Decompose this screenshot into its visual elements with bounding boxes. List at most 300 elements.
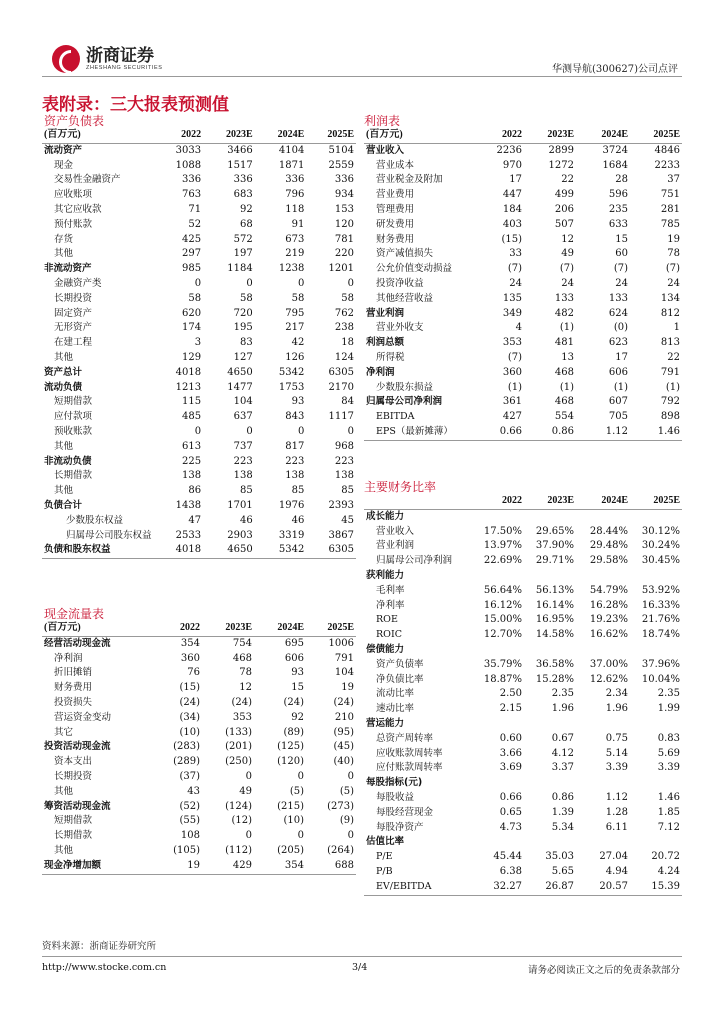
value-cell: 812 (660, 307, 680, 319)
table-row (42, 785, 356, 800)
value-cell: 554 (554, 411, 574, 423)
table-row (364, 850, 682, 865)
value-cell: 4.24 (657, 865, 680, 877)
column-header: 2024E (601, 129, 628, 140)
value-cell: 1.12 (605, 791, 628, 803)
value-cell (576, 717, 630, 732)
row-label: 负债和股东权益 (44, 544, 111, 556)
table-row (42, 395, 356, 410)
row-label: 偿债能力 (366, 643, 405, 655)
value-cell: 4018 (175, 366, 202, 378)
value-cell: 1.46 (657, 425, 680, 437)
value-cell: 360 (502, 366, 522, 378)
report-tag: 华测导航(300627)公司点评 (552, 64, 678, 75)
value-cell: 220 (334, 248, 354, 260)
value-cell: 898 (660, 411, 680, 423)
value-cell: 3.69 (499, 762, 522, 774)
value-cell: 705 (608, 411, 628, 423)
value-cell: 20.57 (599, 880, 628, 892)
row-label: 其他 (54, 248, 74, 260)
value-cell (474, 569, 524, 584)
value-cell: 468 (232, 652, 252, 664)
value-cell: 354 (284, 859, 304, 871)
table-row (364, 673, 682, 688)
value-cell (630, 509, 682, 524)
value-cell: 0 (297, 277, 305, 289)
table-row (42, 696, 356, 711)
row-label: 投资损失 (54, 696, 93, 708)
value-cell: 19 (341, 682, 354, 694)
value-cell: 92 (239, 203, 253, 215)
table-row (364, 835, 682, 850)
value-cell: 13 (561, 351, 574, 363)
logo-icon (52, 45, 80, 73)
row-label: 现金净增加额 (44, 859, 102, 871)
value-cell: 791 (334, 652, 354, 664)
value-cell: 0.83 (657, 732, 680, 744)
value-cell: 1976 (278, 499, 305, 511)
value-cell: (10) (283, 815, 304, 827)
value-cell: 85 (341, 485, 354, 497)
value-cell: 15 (291, 682, 304, 694)
value-cell: (124) (225, 800, 252, 812)
row-label: 净负债比率 (376, 673, 424, 685)
column-header: 2023E (547, 495, 574, 506)
value-cell: 17 (615, 351, 628, 363)
column-header: 2024E (601, 495, 628, 506)
value-cell: 223 (334, 455, 354, 467)
value-cell: 297 (182, 248, 202, 260)
value-cell (474, 835, 524, 850)
source-note: 资料来源：浙商证券研究所 (42, 941, 157, 952)
table-row (42, 529, 356, 544)
value-cell: 2233 (654, 159, 680, 171)
row-label: EPS（最新摊薄） (376, 425, 453, 437)
table-row (364, 410, 682, 425)
value-cell: 1517 (227, 159, 253, 171)
value-cell: 3319 (278, 529, 305, 541)
value-cell: 14.58% (535, 629, 574, 641)
table-row (42, 159, 356, 174)
value-cell: 16.12% (483, 599, 522, 611)
table-row (364, 277, 682, 292)
table-row (364, 336, 682, 351)
value-cell: 0.66 (499, 791, 522, 803)
cash-flow-title: 现金流量表 (44, 607, 105, 621)
table-row (42, 381, 356, 396)
value-cell: 2.35 (657, 688, 680, 700)
row-label: 其他 (54, 440, 74, 452)
row-label: 投资净收益 (376, 277, 424, 289)
row-label: EV/EBITDA (376, 880, 432, 892)
table-row (42, 469, 356, 484)
column-header: 2025E (653, 129, 680, 140)
value-cell: 12.70% (483, 629, 522, 641)
ratios-title: 主要财务比率 (364, 480, 437, 494)
value-cell: 29.58% (589, 555, 628, 567)
value-cell: (9) (339, 815, 354, 827)
value-cell: 120 (334, 218, 354, 230)
value-cell: 12 (239, 682, 252, 694)
value-cell: 2559 (328, 159, 354, 171)
value-cell: 12 (561, 233, 574, 245)
table-row (42, 218, 356, 233)
table-row (364, 776, 682, 791)
column-header: 2025E (327, 129, 354, 140)
row-label: 其他经营收益 (376, 292, 434, 304)
value-cell: 2.34 (605, 688, 628, 700)
value-cell: 27.04 (599, 851, 628, 863)
value-cell: 58 (188, 292, 202, 304)
value-cell: (7) (665, 263, 680, 275)
value-cell: 84 (341, 396, 354, 408)
table-row (364, 658, 682, 673)
value-cell: (1) (665, 381, 680, 393)
row-label: 公允价值变动损益 (376, 263, 453, 275)
table-row (42, 499, 356, 514)
row-label: 应付款项 (54, 411, 93, 423)
value-cell: 138 (233, 470, 253, 482)
value-cell: 33 (509, 248, 522, 260)
value-cell: 217 (285, 322, 305, 334)
value-cell: (95) (333, 726, 354, 738)
value-cell: 6305 (328, 366, 354, 378)
value-cell (576, 569, 630, 584)
row-label: 流动资产 (44, 144, 83, 156)
value-cell: 5342 (278, 544, 305, 556)
value-cell: (24) (333, 696, 354, 708)
table-row (364, 262, 682, 277)
value-cell: 0 (245, 770, 252, 782)
value-cell: 133 (554, 292, 574, 304)
value-cell: 1.12 (605, 425, 628, 437)
row-label: 折旧摊销 (54, 667, 93, 679)
ratios-table (364, 494, 682, 896)
value-cell: 35.79% (483, 658, 522, 670)
row-label: 营业收入 (376, 525, 415, 537)
value-cell: 0 (347, 425, 354, 437)
footer-disclaimer: 请务必阅读正文之后的免责条款部分 (527, 965, 680, 976)
value-cell: 1238 (278, 263, 305, 275)
value-cell: 138 (334, 470, 354, 482)
value-cell: 91 (291, 218, 305, 230)
value-cell: (125) (277, 741, 304, 753)
value-cell: 124 (334, 351, 354, 363)
value-cell: 0.60 (499, 732, 522, 744)
value-cell: 85 (291, 485, 305, 497)
table-row (42, 336, 356, 351)
value-cell: 20.72 (651, 851, 680, 863)
value-cell: 19 (187, 859, 200, 871)
row-label: 资产总计 (44, 366, 83, 378)
value-cell: 633 (608, 218, 628, 230)
table-row (364, 218, 682, 233)
value-cell: 4650 (227, 544, 253, 556)
row-label: 营运资金变动 (54, 711, 112, 723)
value-cell (630, 717, 682, 732)
table-row (42, 711, 356, 726)
value-cell: 813 (660, 337, 680, 349)
value-cell: 3.37 (551, 762, 574, 774)
value-cell: 210 (334, 711, 354, 723)
value-cell: 0.86 (551, 425, 574, 437)
row-label: 总资产周转率 (376, 732, 434, 744)
row-label: 在建工程 (54, 337, 93, 349)
value-cell: (215) (277, 800, 304, 812)
table-row (364, 233, 682, 248)
table-row (364, 732, 682, 747)
value-cell: 52 (188, 218, 202, 230)
value-cell: 18 (341, 337, 354, 349)
value-cell: 219 (285, 248, 305, 260)
column-header: 2022 (181, 129, 202, 140)
row-label: 流动比率 (376, 688, 415, 700)
table-row (364, 880, 682, 895)
value-cell: 16.95% (535, 614, 574, 626)
value-cell: 104 (334, 667, 354, 679)
value-cell: 78 (239, 667, 252, 679)
value-cell: 468 (554, 366, 574, 378)
value-cell: 43 (187, 785, 200, 797)
value-cell: 673 (285, 233, 305, 245)
row-label: 每股经营现金 (376, 806, 434, 818)
value-cell: 5342 (278, 366, 305, 378)
row-label: 金融资产类 (54, 277, 102, 289)
value-cell: 6305 (328, 544, 354, 556)
table-row (364, 381, 682, 396)
value-cell: 425 (182, 233, 202, 245)
value-cell: 133 (608, 292, 628, 304)
column-header: (百万元) (44, 622, 81, 633)
table-row (42, 543, 356, 558)
row-label: 毛利率 (376, 584, 405, 596)
table-row (364, 395, 682, 410)
value-cell: 29.65% (535, 525, 574, 537)
value-cell (576, 835, 630, 850)
value-cell: (250) (225, 756, 252, 768)
table-row (364, 247, 682, 262)
value-cell: 0 (194, 277, 202, 289)
value-cell: 19 (667, 233, 680, 245)
value-cell: 2.50 (499, 688, 522, 700)
row-label: 财务费用 (54, 682, 93, 694)
row-label: 其他 (54, 485, 74, 497)
row-label: 成长能力 (366, 510, 405, 522)
column-header: 2023E (225, 622, 252, 633)
value-cell (524, 643, 576, 658)
value-cell (524, 835, 576, 850)
value-cell: 353 (502, 337, 522, 349)
table-row (42, 410, 356, 425)
row-label: 每股收益 (376, 791, 415, 803)
value-cell: 93 (291, 667, 304, 679)
value-cell: 5.65 (551, 865, 574, 877)
value-cell: 4104 (278, 144, 305, 156)
value-cell: 153 (334, 203, 354, 215)
value-cell: (45) (333, 741, 354, 753)
value-cell: 1684 (602, 159, 628, 171)
value-cell: 1.96 (551, 703, 574, 715)
value-cell: 6.11 (605, 821, 628, 833)
value-cell: 129 (182, 351, 202, 363)
value-cell: 17 (509, 174, 522, 186)
value-cell: (7) (507, 263, 522, 275)
value-cell: (7) (559, 263, 574, 275)
value-cell: 0 (297, 770, 304, 782)
value-cell: 13.97% (483, 540, 522, 552)
table-row (364, 143, 682, 158)
column-header: 2024E (277, 129, 305, 140)
value-cell: 26.87 (545, 880, 574, 892)
table-row (42, 484, 356, 499)
value-cell: 2170 (328, 381, 354, 393)
value-cell: (289) (173, 756, 200, 768)
table-row (42, 814, 356, 829)
value-cell: 37.90% (535, 540, 574, 552)
value-cell: 47 (188, 514, 202, 526)
value-cell (474, 776, 524, 791)
row-label: 短期借款 (54, 815, 93, 827)
value-cell: 763 (182, 189, 202, 201)
value-cell: 4650 (227, 366, 253, 378)
value-cell: 30.12% (641, 525, 680, 537)
value-cell: 0.67 (551, 732, 574, 744)
value-cell: 3724 (602, 144, 628, 156)
value-cell: 1.28 (605, 806, 628, 818)
row-label: 营业税金及附加 (376, 174, 443, 186)
table-row (42, 233, 356, 248)
table-row (42, 755, 356, 770)
value-cell: (1) (559, 322, 574, 334)
value-cell: 688 (334, 859, 354, 871)
value-cell (474, 643, 524, 658)
row-label: 预收账款 (54, 425, 93, 437)
row-label: 短期借款 (54, 396, 93, 408)
value-cell: (0) (613, 322, 628, 334)
row-label: 研发费用 (376, 218, 415, 230)
value-cell: (1) (559, 381, 574, 393)
table-row (42, 321, 356, 336)
value-cell: 1701 (227, 499, 253, 511)
value-cell: (5) (339, 785, 354, 797)
value-cell: 1.99 (657, 703, 680, 715)
value-cell: 1.85 (657, 806, 680, 818)
value-cell: 1438 (175, 499, 202, 511)
value-cell: 56.64% (483, 584, 522, 596)
table-row (364, 366, 682, 381)
value-cell: 482 (554, 307, 574, 319)
value-cell: 481 (554, 337, 574, 349)
value-cell: 785 (660, 218, 680, 230)
value-cell: 485 (182, 411, 202, 423)
value-cell: (15) (501, 233, 522, 245)
value-cell (630, 569, 682, 584)
row-label: 营业收入 (366, 144, 405, 156)
value-cell: 336 (233, 174, 253, 186)
row-label: 营业外收支 (376, 322, 424, 334)
table-row (364, 687, 682, 702)
value-cell: 3033 (175, 144, 202, 156)
value-cell (630, 835, 682, 850)
value-cell (576, 776, 630, 791)
column-header: 2025E (653, 495, 680, 506)
table-row (42, 455, 356, 470)
table-row (42, 307, 356, 322)
value-cell: (120) (277, 756, 304, 768)
value-cell: (1) (613, 381, 628, 393)
value-cell: 0 (347, 277, 354, 289)
value-cell: (10) (179, 726, 200, 738)
value-cell: 206 (554, 203, 574, 215)
value-cell: 184 (502, 203, 522, 215)
table-row (364, 821, 682, 836)
table-row (42, 666, 356, 681)
row-label: 归属母公司净利润 (376, 555, 453, 567)
footer-url[interactable]: http://www.stocke.com.cn (42, 962, 167, 973)
value-cell: 1.39 (551, 806, 574, 818)
table-row (364, 584, 682, 599)
value-cell: 5.34 (551, 821, 574, 833)
value-cell: 37.96% (641, 658, 680, 670)
value-cell: 0 (245, 830, 252, 842)
value-cell: (55) (179, 815, 200, 827)
value-cell: 737 (233, 440, 253, 452)
value-cell: 1184 (227, 263, 253, 275)
value-cell: 29.71% (535, 555, 574, 567)
row-label: 资产负债率 (376, 658, 424, 670)
value-cell: 1272 (548, 159, 574, 171)
value-cell: 2533 (175, 529, 202, 541)
table-row (42, 203, 356, 218)
value-cell: 223 (285, 455, 305, 467)
value-cell: (273) (327, 800, 354, 812)
value-cell: 1006 (328, 637, 354, 649)
row-label: 预付账款 (54, 218, 93, 230)
value-cell: 360 (180, 652, 200, 664)
row-label: 负债合计 (44, 499, 83, 511)
value-cell: 1088 (175, 159, 202, 171)
balance-sheet-table (42, 128, 356, 559)
value-cell: 427 (502, 411, 522, 423)
row-label: 存货 (54, 233, 74, 245)
value-cell: 1117 (328, 411, 354, 423)
income-statement-table (364, 128, 682, 441)
value-cell: 30.24% (641, 540, 680, 552)
row-label: 资产减值损失 (376, 248, 434, 260)
value-cell: 18.87% (483, 673, 522, 685)
value-cell: 195 (233, 322, 253, 334)
value-cell: 16.62% (589, 629, 628, 641)
row-label: 营运能力 (366, 717, 405, 729)
table-row (42, 247, 356, 262)
value-cell: 24 (615, 277, 628, 289)
value-cell: 2.15 (499, 703, 522, 715)
value-cell: 29.48% (589, 540, 628, 552)
row-label: 营业利润 (376, 540, 415, 552)
value-cell: 499 (554, 189, 574, 201)
table-row (42, 188, 356, 203)
row-label: ROIC (376, 629, 402, 641)
row-label: 长期投资 (54, 770, 93, 782)
value-cell (474, 509, 524, 524)
value-cell (576, 509, 630, 524)
value-cell: 108 (180, 830, 200, 842)
value-cell: 507 (554, 218, 574, 230)
row-label: 速动比率 (376, 703, 415, 715)
value-cell: 796 (285, 189, 305, 201)
value-cell: 46 (239, 514, 253, 526)
value-cell: 0.66 (499, 425, 522, 437)
